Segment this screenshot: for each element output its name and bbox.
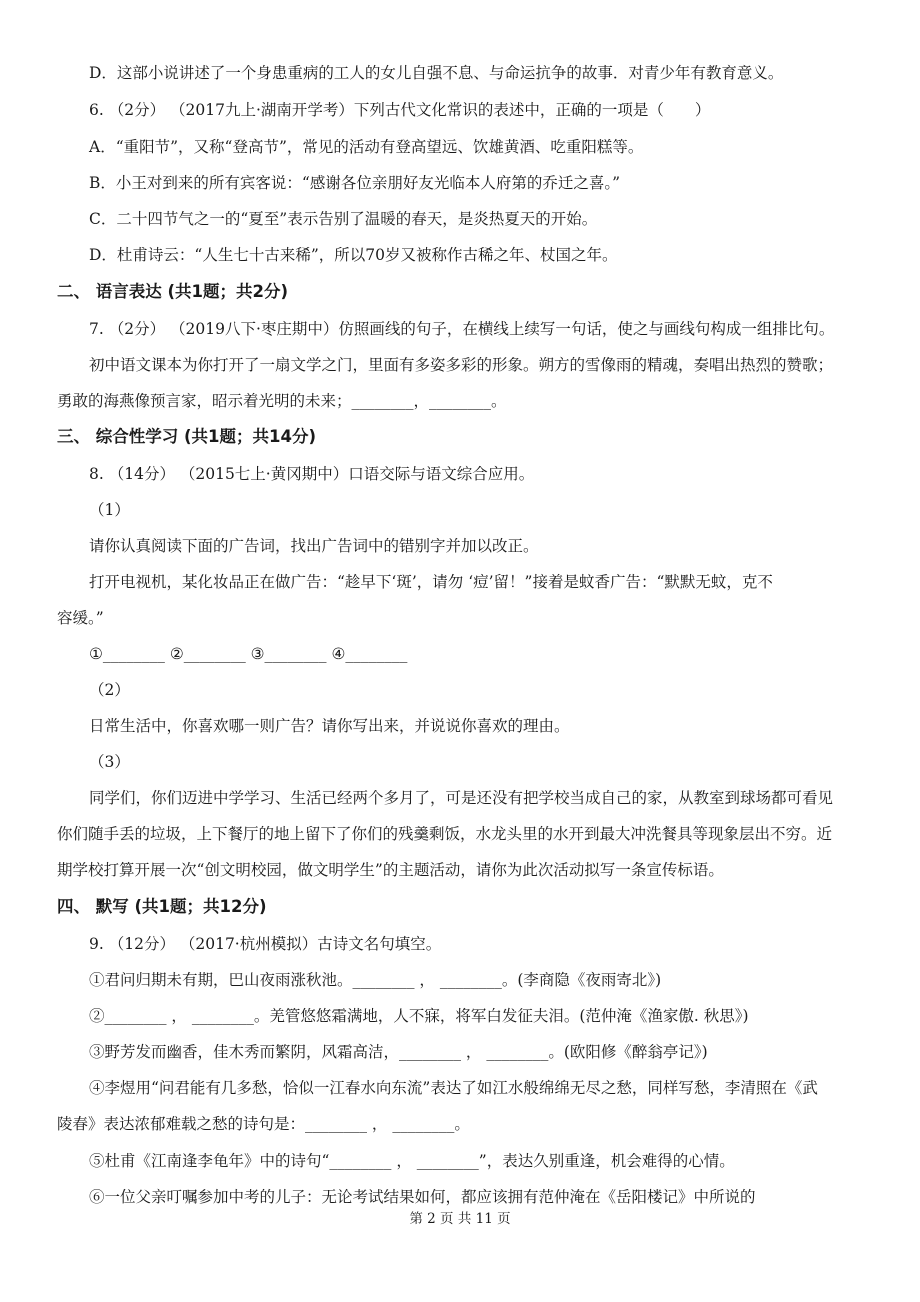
q8-ad-line-2: 容缓。” [57, 609, 104, 627]
q9-stem: 9. （12分） （2017·杭州模拟）古诗文名句填空。 [89, 935, 442, 953]
q6-option-a: A．“重阳节”，又称“登高节”，常见的活动有登高望远、饮雄黄酒、吃重阳糕等。 [89, 138, 644, 156]
q8-part-2-label: （2） [89, 681, 130, 699]
section-2-heading: 二、 语言表达 (共1题；共2分) [57, 282, 289, 301]
q8-part-1-text: 请你认真阅读下面的广告词，找出广告词中的错别字并加以改正。 [89, 537, 539, 555]
q9-item-5: ⑤杜甫《江南逢李龟年》中的诗句“________ ， ________”，表达久别重逢，机会难得的心情。 [89, 1152, 735, 1170]
q7-passage-line-1: 初中语文课本为你打开了一扇文学之门，里面有多姿多彩的形象。朔方的雪像雨的精魂，奏唱出热烈的赞歌； [89, 356, 834, 374]
q8-part-3-line-1: 同学们，你们迈进中学学习、生活已经两个多月了，可是还没有把学校当成自己的家，从教室到球场都可看见 [89, 789, 834, 807]
q5-option-d: D．这部小说讲述了一个身患重病的工人的女儿自强不息、与命运抗争的故事．对青少年有教育意义。 [89, 64, 784, 82]
section-4-heading: 四、 默写 (共1题；共12分) [57, 897, 267, 916]
q6-option-b: B．小王对到来的所有宾客说：“感谢各位亲朋好友光临本人府第的乔迁之喜。” [89, 174, 620, 192]
q6-option-c: C．二十四节气之一的“夏至”表示告别了温暖的春天，是炎热夏天的开始。 [89, 210, 598, 228]
q8-part-3-line-2: 你们随手丢的垃圾，上下餐厅的地上留下了你们的残羹剩饭，水龙头里的水开到最大冲洗餐具等现象层出不穷。近 [57, 825, 833, 843]
q6-option-d: D．杜甫诗云：“人生七十古来稀”，所以70岁又被称作古稀之年、杖国之年。 [89, 246, 618, 264]
q7-passage-line-2: 勇敢的海燕像预言家，昭示着光明的未来；________，________。 [57, 392, 507, 410]
q9-item-3: ③野芳发而幽香，佳木秀而繁阴，风霜高洁，________ ， ________。(欧阳修《醉翁亭记》) [89, 1043, 708, 1061]
q8-part-1-label: （1） [89, 501, 130, 519]
q8-correction-blanks: ①________ ②________ ③________ ④________ [89, 645, 408, 663]
page-footer: 第 2 页 共 11 页 [409, 1211, 511, 1227]
q9-item-4-line-2: 陵春》表达浓郁难载之愁的诗句是：________ ， ________。 [57, 1115, 470, 1133]
q9-item-2: ②________ ， ________。羌管悠悠霜满地，人不寐，将军白发征夫泪。(范仲淹《渔家傲. 秋思》) [89, 1007, 749, 1025]
q8-part-3-label: （3） [89, 753, 130, 771]
section-3-heading: 三、 综合性学习 (共1题；共14分) [57, 427, 317, 446]
q9-item-6: ⑥一位父亲叮嘱参加中考的儿子：无论考试结果如何，都应该拥有范仲淹在《岳阳楼记》中所说的 [89, 1188, 756, 1206]
q8-part-3-line-3: 期学校打算开展一次“创文明校园，做文明学生”的主题活动，请你为此次活动拟写一条宣传标语。 [57, 861, 724, 879]
q6-stem: 6. （2分） （2017九上·湖南开学考）下列古代文化常识的表述中，正确的一项是（ ） [89, 101, 711, 119]
q8-stem: 8. （14分） （2015七上·黄冈期中）口语交际与语文综合应用。 [89, 465, 535, 483]
q8-part-2-text: 日常生活中，你喜欢哪一则广告？请你写出来，并说说你喜欢的理由。 [89, 717, 570, 735]
q8-ad-line-1: 打开电视机，某化妆品正在做广告：“趁早下‘斑’，请勿 ‘痘’留！”接着是蚊香广告：“默默无蚊，克不 [89, 573, 773, 591]
q7-stem: 7. （2分） （2019八下·枣庄期中）仿照画线的句子，在横线上续写一句话，使之与画线句构成一组排比句。 [89, 320, 835, 338]
q9-item-1: ①君问归期未有期，巴山夜雨涨秋池。________ ， ________。(李商隐《夜雨寄北》) [89, 971, 662, 989]
q9-item-4-line-1: ④李煜用“问君能有几多愁，恰似一江春水向东流”表达了如江水般绵绵无尽之愁，同样写愁，李清照在《武 [89, 1079, 818, 1097]
